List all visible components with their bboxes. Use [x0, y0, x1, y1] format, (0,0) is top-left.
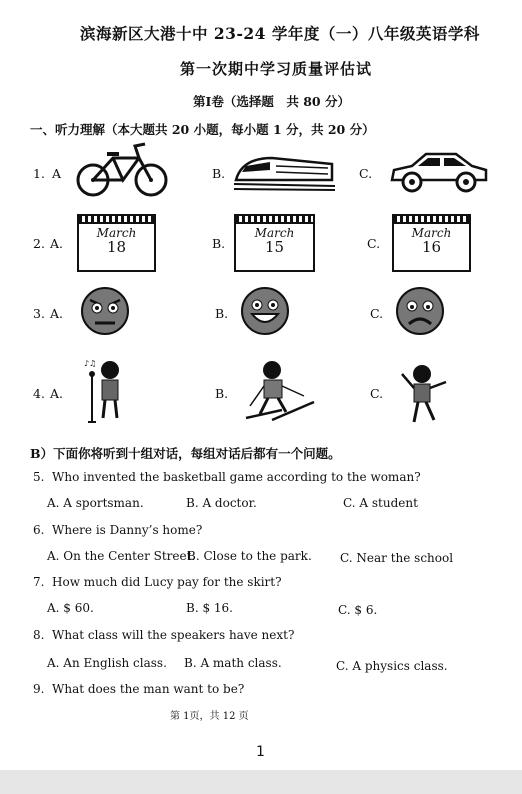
q8-text: What class will the speakers have next? — [52, 628, 295, 642]
q2-option-c-letter: C. — [367, 236, 381, 251]
q4-option-c-letter: C. — [370, 386, 384, 401]
q9-number: 9. — [33, 682, 45, 696]
calendar-day: 15 — [264, 238, 285, 256]
q1-number: 1. — [33, 166, 45, 181]
q3-option-b-letter: B. — [215, 306, 229, 321]
q6-option-c: C. Near the school — [340, 551, 454, 565]
q4-option-b-letter: B. — [215, 386, 229, 401]
q3-option-a-letter: A. — [50, 306, 64, 321]
q7-option-c: C. $ 6. — [338, 603, 378, 617]
q4-number: 4. — [33, 386, 45, 401]
calendar-icon — [392, 214, 471, 272]
q7-option-a: A. $ 60. — [47, 601, 94, 615]
q5-option-b: B. A doctor. — [186, 496, 257, 510]
q2-option-b-letter: B. — [212, 236, 226, 251]
skiing-girl-icon — [242, 356, 317, 426]
calendar-day: 16 — [421, 238, 442, 256]
q8-option-b: B. A math class. — [184, 656, 282, 670]
q2-number: 2. — [33, 236, 45, 251]
q1-option-b-letter: B. — [212, 166, 226, 181]
section1-heading: 一、听力理解（本大题共 20 小题，每小题 1 分，共 20 分） — [30, 122, 375, 137]
page-number: 1 — [256, 744, 265, 760]
singing-girl-icon — [82, 356, 132, 426]
calendar-month: March — [254, 226, 295, 240]
q6-option-b: B. Close to the park. — [187, 549, 312, 563]
q3-number: 3. — [33, 306, 45, 321]
section-b-heading: B）下面你将听到十组对话，每组对话后都有一个问题。 — [30, 446, 341, 461]
q8-option-c: C. A physics class. — [336, 659, 448, 673]
q5-number: 5. — [33, 470, 45, 484]
q5-option-c: C. A student — [343, 496, 418, 510]
bicycle-icon — [75, 140, 170, 200]
q1-option-c-letter: C. — [359, 166, 373, 181]
calendar-month: March — [96, 226, 137, 240]
calendar-icon — [234, 214, 315, 272]
happy-face-icon — [240, 286, 290, 336]
q4-option-a-letter: A. — [50, 386, 64, 401]
sad-face-icon — [395, 286, 445, 336]
q6-number: 6. — [33, 523, 45, 537]
angry-face-icon — [80, 286, 130, 336]
q7-number: 7. — [33, 575, 45, 589]
svg-text:♪♫: ♪♫ — [84, 359, 97, 368]
dancing-girl-icon — [398, 360, 453, 430]
q8-option-a: A. An English class. — [47, 656, 167, 670]
q8-number: 8. — [33, 628, 45, 642]
exam-title-line1: 滨海新区大港十中 23-24 学年度（一）八年级英语学科 — [80, 24, 480, 43]
calendar-month: March — [411, 226, 452, 240]
q6-text: Where is Danny’s home? — [52, 523, 203, 537]
q7-text: How much did Lucy pay for the skirt? — [52, 575, 282, 589]
part-heading: 第Ⅰ卷（选择题 共 80 分） — [193, 94, 350, 109]
q5-option-a: A. A sportsman. — [47, 496, 144, 510]
q9-text: What does the man want to be? — [52, 682, 245, 696]
car-icon — [388, 150, 490, 195]
exam-title-line2: 第一次期中学习质量评估试 — [180, 60, 373, 78]
q3-option-c-letter: C. — [370, 306, 384, 321]
q6-option-a: A. On the Center Street. — [47, 549, 196, 563]
q2-option-a-letter: A. — [50, 236, 64, 251]
q1-option-a-letter: A — [52, 166, 62, 181]
page-info: 第 1页，共 12 页 — [170, 711, 249, 722]
train-icon — [232, 150, 337, 192]
viewer-bottom-bar — [0, 770, 522, 794]
q7-option-b: B. $ 16. — [186, 601, 233, 615]
q5-text: Who invented the basketball game according to the woman? — [52, 470, 421, 484]
calendar-icon — [77, 214, 156, 272]
calendar-day: 18 — [106, 238, 127, 256]
